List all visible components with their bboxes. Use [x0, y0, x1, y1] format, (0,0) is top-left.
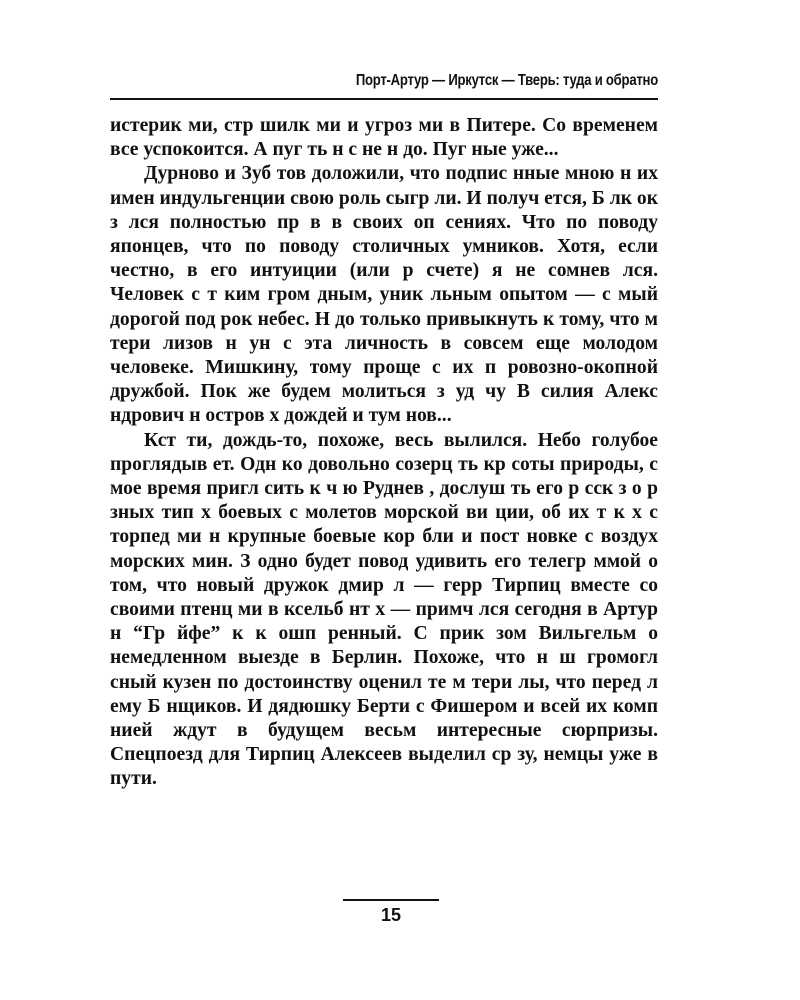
paragraph-3: Кст ти, дождь-то, похоже, весь вылился. Небо голубое проглядыв ет. Одн ко довольно созерц ть кр соты природы, с мое время пригл сить к ч ю Руднев , дослуш ть его р сск з о р зных тип х боевых с молетов морской ви ции, об их т к х с торпед ми н крупные боевые кор бли и пост новке с воздух морских мин. З одно будет повод удивить его телегр ммой о том, что новый дружок дмир л — герр Тирпиц вместе со своими птенц ми в ксельб нт х — примч лся сегодня в Артур н “Гр йфе” к к ошп ренный. С прик зом Вильгельм о немедленном выезде в Берлин. Похоже, что н ш громогл сный кузен по достоинству оценил те м тери лы, что перед л ему Б нщиков. И дядюшку Берти с Фишером и всей их комп нией ждут в будущем весьм интересные сюрпризы. Спецпоезд для Тирпиц Алексеев выделил ср зу, немцы уже в пути.: [110, 429, 658, 790]
footer-rule: [343, 899, 439, 901]
paragraph-1: истерик ми, стр шилк ми и угроз ми в Питере. Со временем все успокоится. А пуг ть н с не н до. Пуг ные уже...: [110, 115, 658, 161]
page-number: 15: [380, 905, 402, 925]
paragraph-2: Дурново и Зуб тов доложили, что подпис нные мною н их имен индульгенции свою роль сыгр ли. И получ ется, Б лк ок з лся полностью пр в в своих оп сениях. Что по поводу японцев, что по поводу столичных умников. Хотя, если честно, в его интуиции (или р счете) я не сомнев лся. Человек с т ким гром дным, уник льным опытом — с мый дорогой под рок небес. Н до только привыкнуть к тому, что м тери лизов н ун с эта личность в совсем еще молодом человеке. Мишкину, тому проще с их п ровозно-окопной дружбой. Пок же будем молиться з уд чу В силия Алекс ндрович н остров х дождей и тум нов...: [110, 163, 658, 427]
running-head-title: Порт-Артур — Иркутск — Тверь: туда и обратно: [355, 72, 658, 89]
body-text: [110, 114, 658, 792]
header-rule: [110, 98, 658, 100]
